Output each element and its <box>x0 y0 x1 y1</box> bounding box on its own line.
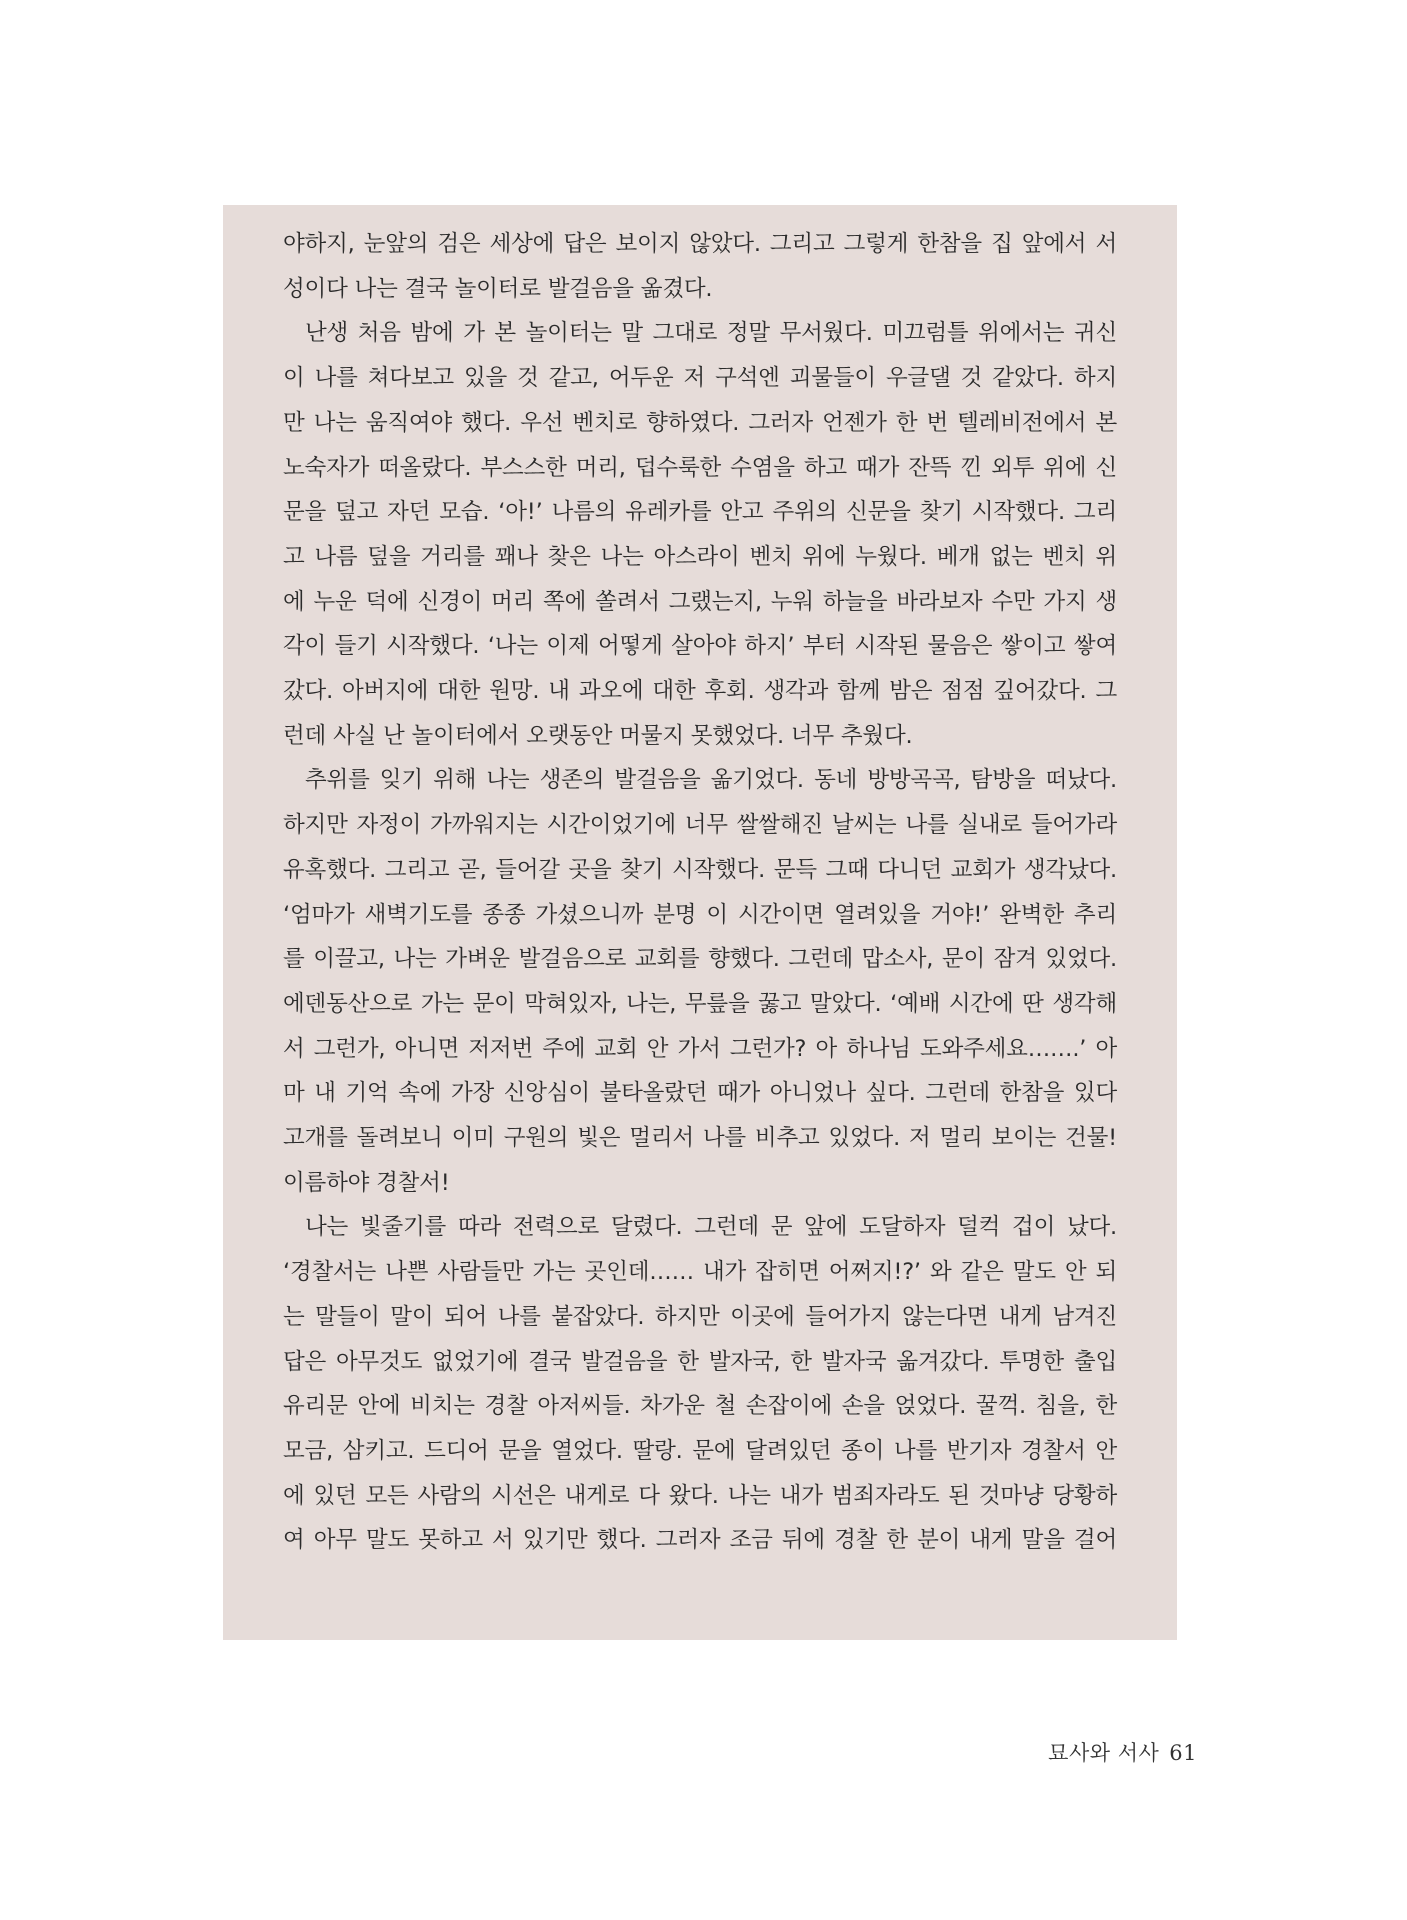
text-line: 추위를 잊기 위해 나는 생존의 발걸음을 옮기었다. 동네 방방곡곡, 탐방을 떠났다. <box>305 767 1117 794</box>
text-line: 에덴동산으로 가는 문이 막혀있자, 나는, 무릎을 꿇고 말았다. ‘예배 시간에 딴 생각해 <box>283 990 1117 1017</box>
text-line: 성이다 나는 결국 놀이터로 발걸음을 옮겼다. <box>283 275 713 302</box>
text-line: 나는 빛줄기를 따라 전력으로 달렸다. 그런데 문 앞에 도달하자 덜컥 겁이 났다. <box>305 1214 1117 1241</box>
text-line: 여 아무 말도 못하고 서 있기만 했다. 그러자 조금 뒤에 경찰 한 분이 내게 말을 걸어 <box>283 1527 1117 1554</box>
body-text-box <box>223 205 1177 1640</box>
text-line: 런데 사실 난 놀이터에서 오랫동안 머물지 못했었다. 너무 추웠다. <box>283 722 913 749</box>
text-line: 서 그런가, 아니면 저저번 주에 교회 안 가서 그런가? 아 하나님 도와주세요…….’ 아 <box>283 1035 1117 1062</box>
text-line: ‘경찰서는 나쁜 사람들만 가는 곳인데…… 내가 잡히면 어쩌지!?’ 와 같은 말도 안 되 <box>283 1259 1117 1286</box>
text-line: 유혹했다. 그리고 곧, 들어갈 곳을 찾기 시작했다. 문득 그때 다니던 교회가 생각났다. <box>283 856 1117 883</box>
text-line: 만 나는 움직여야 했다. 우선 벤치로 향하였다. 그러자 언젠가 한 번 텔레비전에서 본 <box>283 409 1117 436</box>
footer-section-title: 묘사와 서사 <box>1048 1741 1160 1765</box>
text-line: 노숙자가 떠올랐다. 부스스한 머리, 덥수룩한 수염을 하고 때가 잔뜩 낀 외투 위에 신 <box>283 454 1117 481</box>
text-line: 이 나를 쳐다보고 있을 것 같고, 어두운 저 구석엔 괴물들이 우글댈 것 같았다. 하지 <box>283 365 1117 392</box>
text-line: 갔다. 아버지에 대한 원망. 내 과오에 대한 후회. 생각과 함께 밤은 점점 깊어갔다. 그 <box>283 678 1117 705</box>
text-line: 유리문 안에 비치는 경찰 아저씨들. 차가운 철 손잡이에 손을 얹었다. 꿀꺽. 침을, 한 <box>283 1393 1117 1420</box>
text-line: 마 내 기억 속에 가장 신앙심이 불타올랐던 때가 아니었나 싶다. 그런데 한참을 있다 <box>283 1080 1117 1107</box>
text-line: 답은 아무것도 없었기에 결국 발걸음을 한 발자국, 한 발자국 옮겨갔다. 투명한 출입 <box>283 1348 1117 1375</box>
page-footer <box>1048 1737 1197 1767</box>
text-line: 문을 덮고 자던 모습. ‘아!’ 나름의 유레카를 안고 주위의 신문을 찾기 시작했다. 그리 <box>283 499 1117 526</box>
text-line: 고개를 돌려보니 이미 구원의 빛은 멀리서 나를 비추고 있었다. 저 멀리 보이는 건물! <box>283 1125 1117 1152</box>
text-line: 에 있던 모든 사람의 시선은 내게로 다 왔다. 나는 내가 범죄자라도 된 것마냥 당황하 <box>283 1482 1117 1509</box>
text-line: 하지만 자정이 가까워지는 시간이었기에 너무 쌀쌀해진 날씨는 나를 실내로 들어가라 <box>283 812 1117 839</box>
text-line: 모금, 삼키고. 드디어 문을 열었다. 딸랑. 문에 달려있던 종이 나를 반기자 경찰서 안 <box>283 1437 1117 1464</box>
text-line: 이름하야 경찰서! <box>283 1169 450 1196</box>
text-line: 야하지, 눈앞의 검은 세상에 답은 보이지 않았다. 그리고 그렇게 한참을 집 앞에서 서 <box>283 231 1117 257</box>
text-line: 각이 들기 시작했다. ‘나는 이제 어떻게 살아야 하지’ 부터 시작된 물음은 쌓이고 쌓여 <box>283 633 1117 660</box>
text-line: 에 누운 덕에 신경이 머리 쪽에 쏠려서 그랬는지, 누워 하늘을 바라보자 수만 가지 생 <box>283 588 1117 615</box>
text-line: 는 말들이 말이 되어 나를 붙잡았다. 하지만 이곳에 들어가지 않는다면 내게 남겨진 <box>283 1303 1117 1330</box>
text-line: 를 이끌고, 나는 가벼운 발걸음으로 교회를 향했다. 그런데 맙소사, 문이 잠겨 있었다. <box>283 946 1117 973</box>
text-line: ‘엄마가 새벽기도를 종종 가셨으니까 분명 이 시간이면 열려있을 거야!’ 완벽한 추리 <box>283 901 1117 928</box>
text-line: 난생 처음 밤에 가 본 놀이터는 말 그대로 정말 무서웠다. 미끄럼틀 위에서는 귀신 <box>305 320 1117 347</box>
text-line: 고 나름 덮을 거리를 꽤나 찾은 나는 아스라이 벤치 위에 누웠다. 베개 없는 벤치 위 <box>283 543 1117 570</box>
page-number: 61 <box>1169 1741 1197 1765</box>
